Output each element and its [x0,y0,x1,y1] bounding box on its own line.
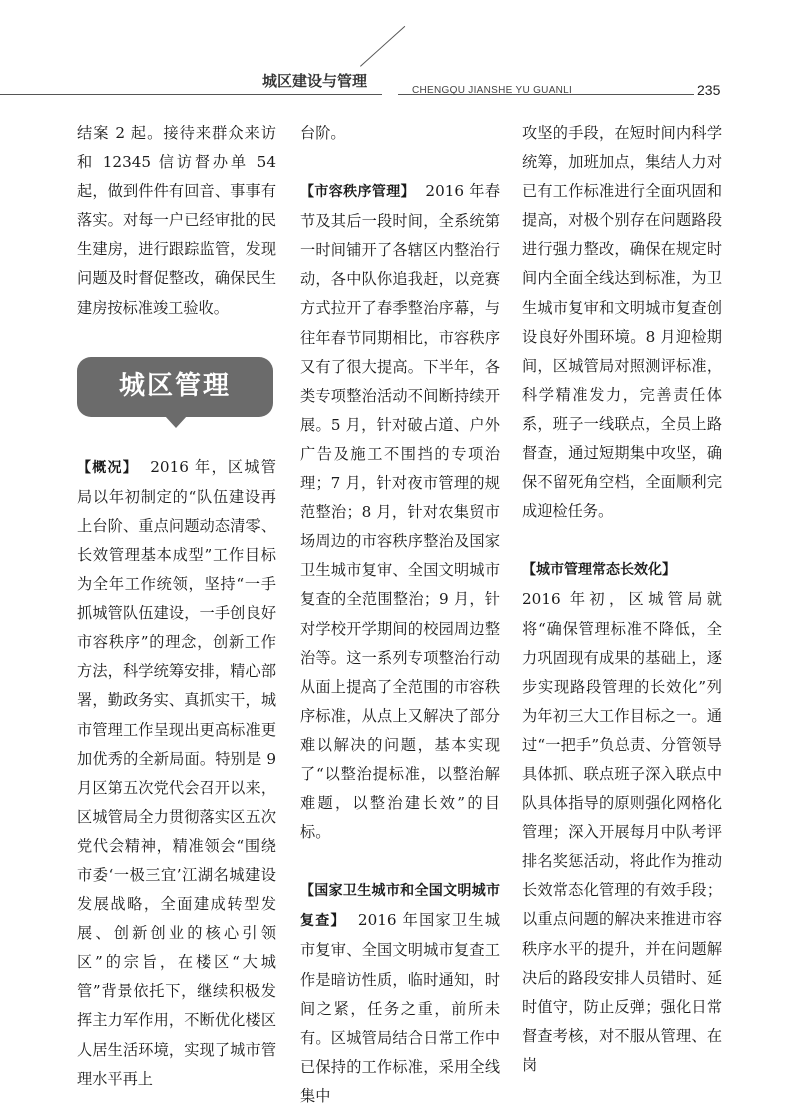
paragraph-normalization: 2016 年初，区城管局就将“确保管理标准不降低，全力巩固现有成果的基础上，逐步实现路段管理的长效化”列为年初三大工作目标之一。通过“一把手”负总责、分管领导具体抓、联点班子深入联点中队具体指导的原则强化网格化管理；深入开展每月中队考评排名奖惩活动，将此作为推动长效常态化管理的有效手段；以重点问题的解决来推进市容秩序水平的提升，并在问题解决后的路段安排人员错时、延时值守，防止反弹；强化日常督查考核，对不服从管理、在岗 [522,590,722,1074]
column-1 [77,119,276,1094]
paragraph-health-city [300,876,500,1111]
column-3 [522,119,722,1080]
overview-text: 2016 年，区城管局以年初制定的“队伍建设再上台阶、重点问题动态清零、长效管理基本成型”工作目标为全年工作统领，坚持“一手抓城管队伍建设，一手创良好市容秩序”的理念，创新工作方法，科学统筹安排，精心部署，勤政务实、真抓实干，城市管理工作呈现出更高标准更加优秀的全新局面。特别是 9 月区第五次党代会召开以来，区城管局全力贯彻落实区五次党代会精神，精准领会“围绕市委‘一极三宜’江湖名城建设发展战略，全面建成转型发展、创新创业的核心引领区”的宗旨，在楼区“大城管”背景依托下，继续积极发挥主力军作用，不断优化楼区人居生活环境，实现了城市管理水平再上 [77,457,276,1088]
health-city-tag: 【国家卫生城市和全国文明城市复查】 [300,883,500,930]
market-order-text: 2016 年春节及其后一段时间，全系统第一时间铺开了各辖区内整治行动，各中队你追我赶，以竞赛方式拉开了春季整治序幕，与往年春节同期相比，市容秩序又有了很大提高。下半年，各类专项整治活动不间断持续开展。5 月，针对破占道、户外广告及施工不围挡的专项治理；7 月，针对夜市管理的规范整治；8 月，针对农集贸市场周边的市容秩序整治及国家卫生城市复审、全国文明城市复查的全范围整治；9 月，针对学校开学期间的校园周边整治等。这一系列专项整治行动从面上提高了全范围的市容秩序标准，从点上又解决了部分难以解决的问题，基本实现了“以整治提标准，以整治解难题，以整治建长效”的目标。 [300,182,501,842]
paragraph-continued: 台阶。 [300,124,346,142]
paragraph-normalization-heading [522,555,722,585]
header-rule-slash [360,26,405,67]
paragraph-overview [77,453,276,1094]
running-header [0,0,805,110]
overview-tag: 【概况】 [77,459,139,476]
normalization-tag: 【城市管理常态长效化】 [522,562,676,579]
section-title-en: CHENGQU JIANSHE YU GUANLI [412,85,573,96]
header-rule-left [0,94,382,95]
banner-title: 城区管理 [77,357,273,417]
section-title-zh: 城区建设与管理 [262,72,368,90]
market-order-tag: 【市容秩序管理】 [300,184,415,201]
health-city-text: 2016 年国家卫生城市复审、全国文明城市复查工作是暗访性质，临时通知，时间之紧，任务之重，前所未有。区城管局结合日常工作中已保持的工作标准，采用全线集中 [300,911,501,1105]
paragraph-market-order [300,177,500,847]
paragraph-continued: 攻坚的手段，在短时间内科学统筹，加班加点，集结人力对已有工作标准进行全面巩固和提高，对极个别存在问题路段进行强力整改，确保在规定时间内全面全线达到标准，为卫生城市复审和文明城市复查创设良好外围环境。8 月迎检期间，区城管局对照测评标准，科学精准发力，完善责任体系，班子一线联点，全员上路督查，通过短期集中攻坚，确保不留死角空档，全面顺利完成迎检任务。 [522,124,722,521]
section-banner [77,357,273,425]
paragraph-intro: 结案 2 起。接待来群众来访和 12345 信访督办单 54 起，做到件件有回音、事事有落实。对每一户已经审批的民生建房，进行跟踪监管，发现问题及时督促整改，确保民生建房按标准竣工验收。 [77,124,276,317]
speech-bubble-tail-icon [165,416,187,428]
page-number: 235 [697,82,721,98]
column-2 [300,119,500,1111]
